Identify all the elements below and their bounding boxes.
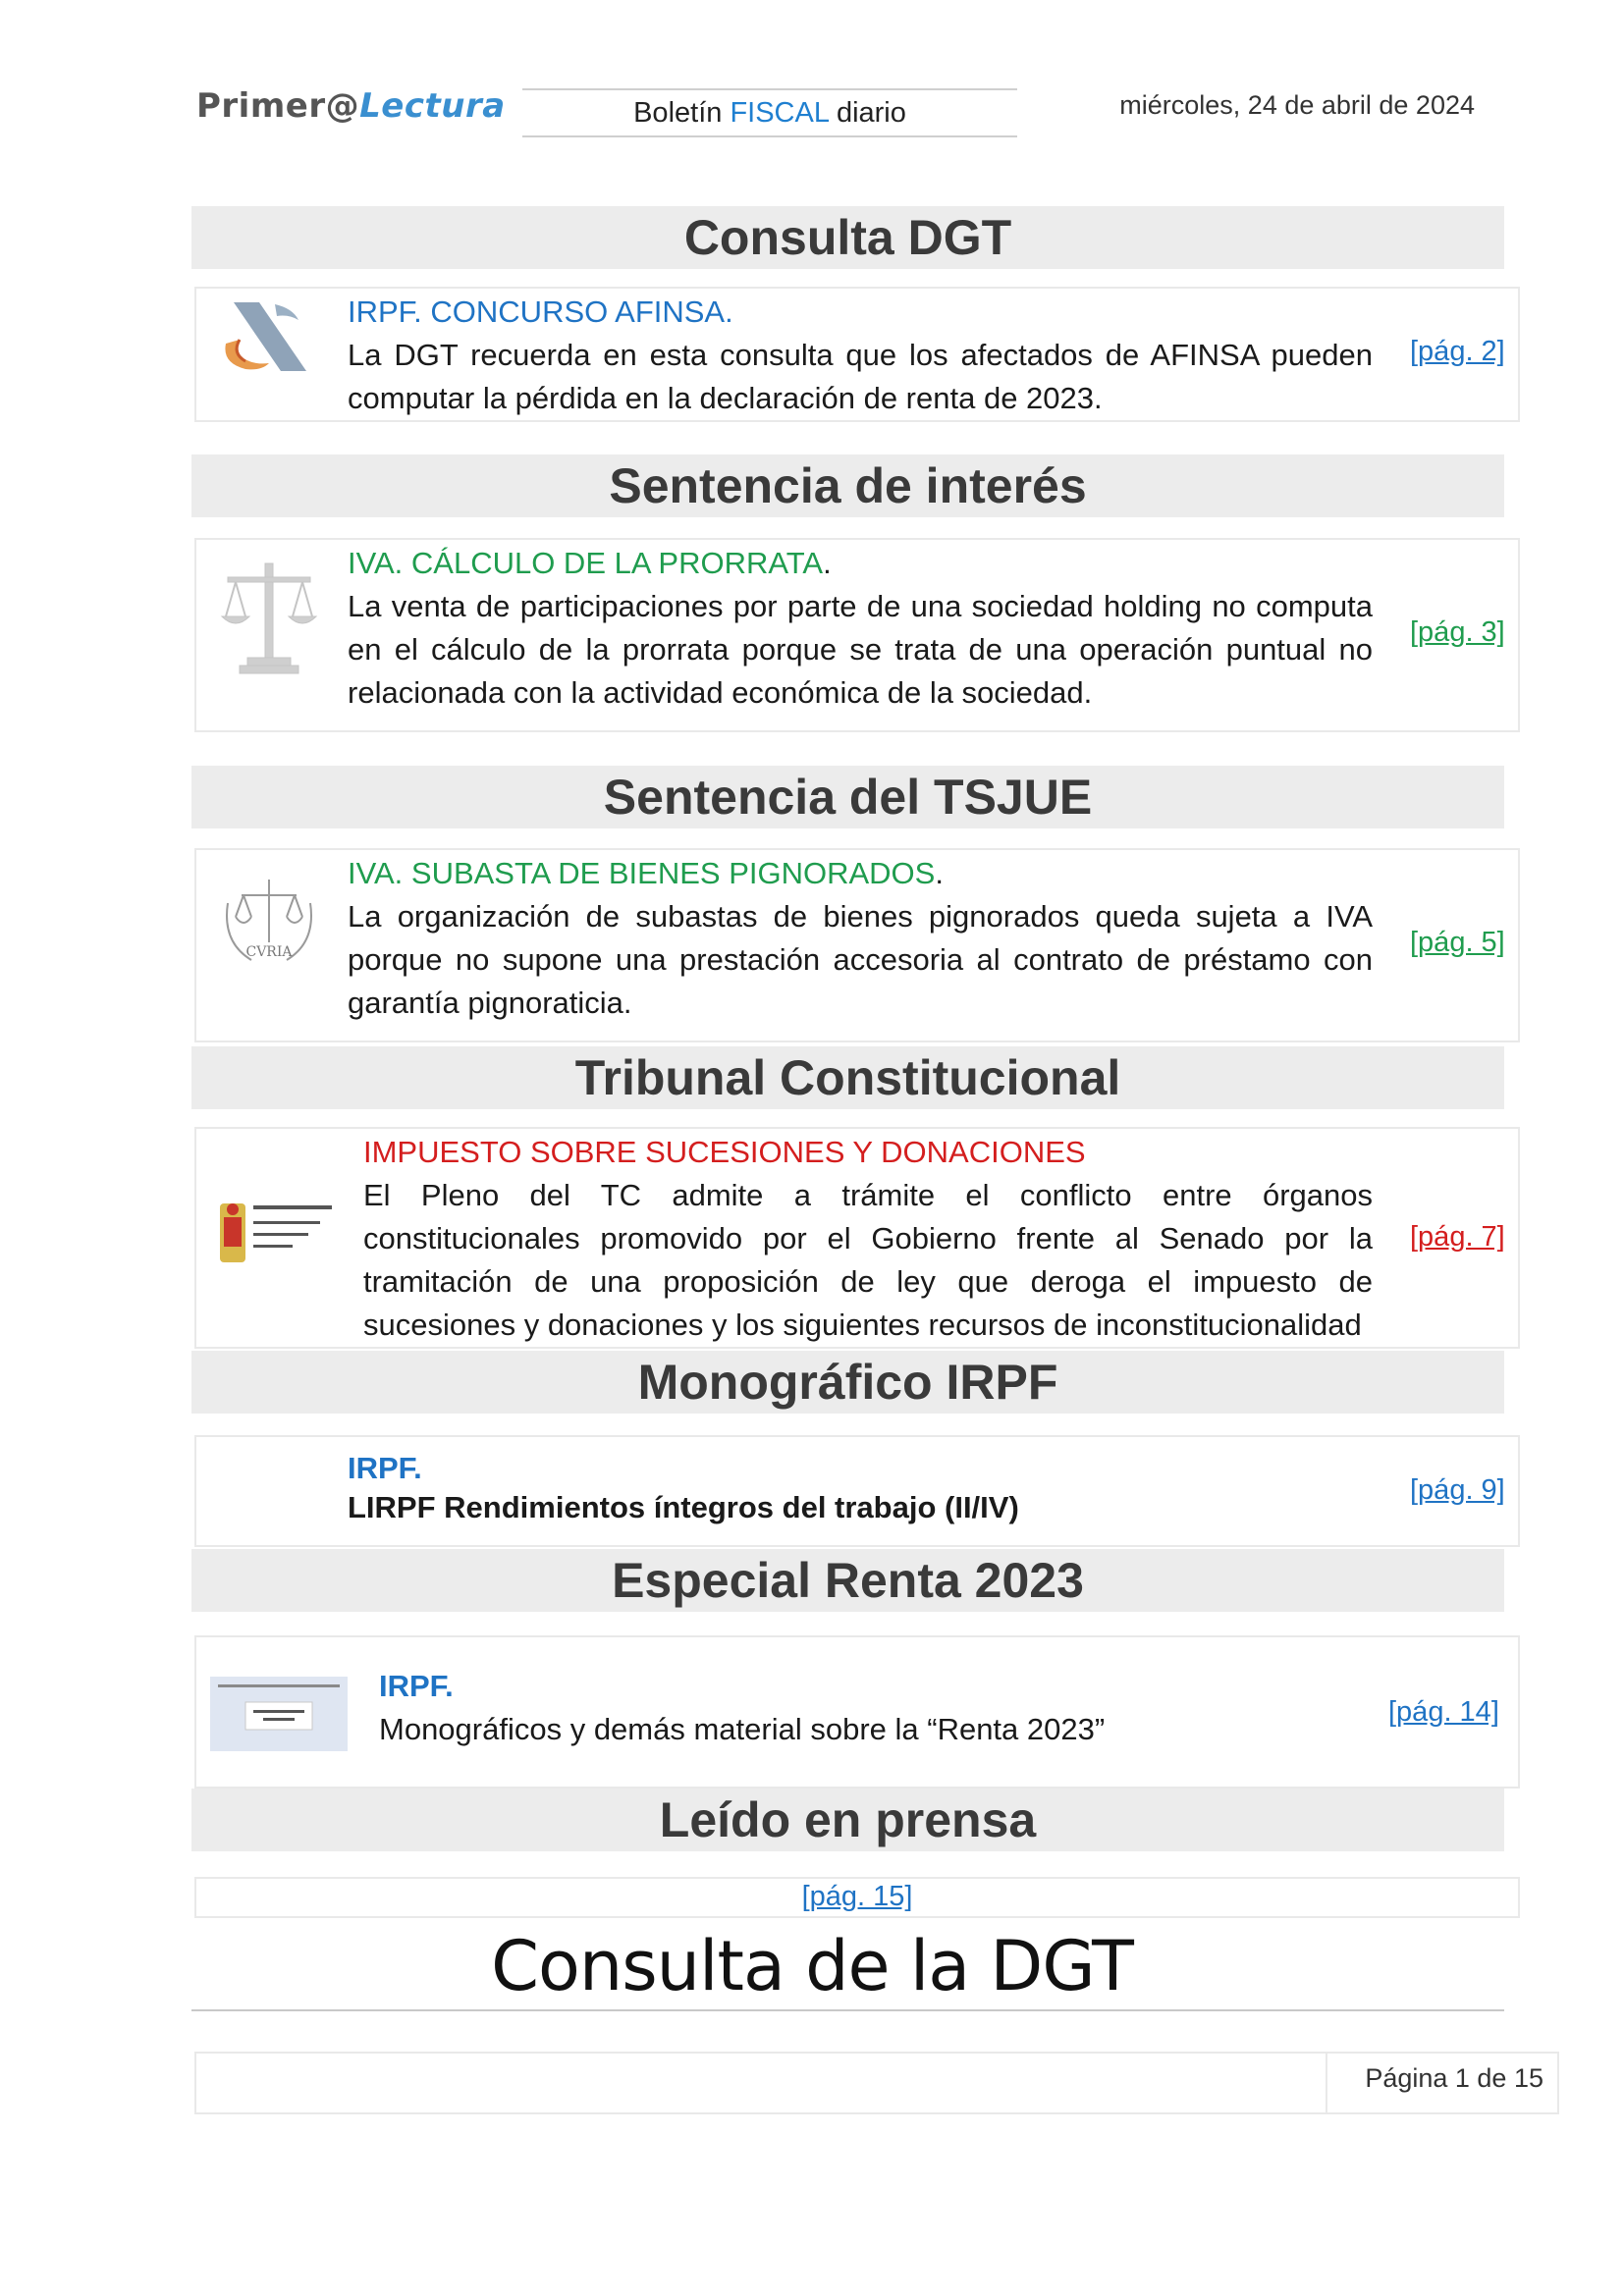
logo-part-2: Lectura: [359, 86, 506, 126]
footer-divider: [1326, 2054, 1327, 2112]
item-description: LIRPF Rendimientos íntegros del trabajo (II/IV): [348, 1490, 1019, 1524]
item-heading: IRPF.: [379, 1669, 454, 1703]
primera-lectura-logo: [196, 86, 506, 126]
item-heading: [348, 852, 1373, 895]
item-box-monografico-irpf: [194, 1435, 1520, 1547]
section-title-consulta-dgt: Consulta DGT: [191, 206, 1504, 269]
item-box-consulta-dgt: [194, 287, 1520, 422]
curia-logo-text: CVRIA: [245, 944, 293, 960]
section-title-leido-prensa: Leído en prensa: [191, 1789, 1504, 1851]
bulletin-title: [522, 88, 1017, 137]
item-heading-end: .: [823, 546, 832, 580]
especial-renta-thumbnail-icon: [210, 1677, 348, 1751]
item-box-leido-prensa: [194, 1877, 1520, 1918]
item-description: Monográficos y demás material sobre la “Renta 2023”: [379, 1712, 1106, 1746]
page-link[interactable]: [pág. 2]: [1410, 336, 1505, 367]
item-heading: [348, 542, 1373, 585]
item-content: [348, 542, 1373, 715]
item-content: [348, 852, 1373, 1025]
next-section-title: Consulta de la DGT: [491, 1926, 1133, 2006]
page-link[interactable]: [pág. 3]: [1410, 616, 1505, 648]
tribunal-constitucional-logo-icon: [214, 1198, 338, 1276]
section-title-especial-renta: Especial Renta 2023: [191, 1549, 1504, 1612]
item-description: La organización de subastas de bienes pignorados queda sujeta a IVA porque no supone una prestación accesoria al contrato de préstamo con garantía pignoraticia.: [348, 899, 1373, 1020]
item-box-sentencia-tsjue: [194, 848, 1520, 1042]
item-description: La venta de participaciones por parte de una sociedad holding no computa en el cálculo de la prorrata porque se trata de una operación puntual no relacionada con la actividad económica de la sociedad.: [348, 589, 1373, 710]
item-heading: IMPUESTO SOBRE SUCESIONES Y DONACIONES: [363, 1135, 1086, 1169]
divider: [191, 2009, 1504, 2011]
item-box-especial-renta: [194, 1635, 1520, 1789]
page-link[interactable]: [pág. 14]: [1388, 1696, 1499, 1728]
agencia-tributaria-logo-icon: [216, 298, 314, 377]
item-content: [379, 1665, 1361, 1751]
item-content: [348, 1449, 1373, 1527]
logo-part-1: Primer@: [196, 86, 360, 126]
item-heading: IRPF.: [348, 1451, 422, 1485]
item-heading: IRPF. CONCURSO AFINSA.: [348, 294, 733, 329]
scales-of-justice-icon: [218, 560, 320, 675]
item-content: [348, 291, 1373, 420]
page-link[interactable]: [pág. 5]: [1410, 927, 1505, 958]
section-title-tribunal-constitucional: Tribunal Constitucional: [191, 1046, 1504, 1109]
page-link[interactable]: [pág. 7]: [1410, 1221, 1505, 1253]
item-box-tribunal-constitucional: [194, 1127, 1520, 1349]
page-footer: [194, 2052, 1559, 2114]
bulletin-part-3: diario: [828, 97, 906, 129]
item-description: La DGT recuerda en esta consulta que los afectados de AFINSA pueden computar la pérdida en la declaración de renta de 2023.: [348, 338, 1373, 415]
item-description: El Pleno del TC admite a trámite el conflicto entre órganos constitucionales promovido por el Gobierno frente al Senado por la tramitación de una proposición de ley que deroga el impuesto de sucesiones y donaciones y los siguientes recursos de inconstitucionalidad: [363, 1178, 1373, 1342]
bulletin-part-1: Boletín: [633, 97, 731, 129]
item-heading-text: IVA. CÁLCULO DE LA PRORRATA: [348, 546, 824, 580]
page-link[interactable]: [pág. 15]: [801, 1881, 913, 1912]
section-title-monografico-irpf: Monográfico IRPF: [191, 1351, 1504, 1414]
section-title-sentencia-tsjue: Sentencia del TSJUE: [191, 766, 1504, 828]
bulletin-part-2: FISCAL: [730, 97, 829, 129]
item-heading-end: .: [935, 856, 944, 890]
item-box-sentencia-interes: [194, 538, 1520, 732]
item-content: [363, 1131, 1373, 1347]
item-heading-text: IVA. SUBASTA DE BIENES PIGNORADOS: [348, 856, 936, 890]
page-number: Página 1 de 15: [1365, 2063, 1543, 2093]
section-title-sentencia-interes: Sentencia de interés: [191, 454, 1504, 517]
page-link[interactable]: [pág. 9]: [1410, 1474, 1505, 1506]
bulletin-date: miércoles, 24 de abril de 2024: [1119, 90, 1475, 120]
curia-logo-icon: [222, 874, 316, 984]
